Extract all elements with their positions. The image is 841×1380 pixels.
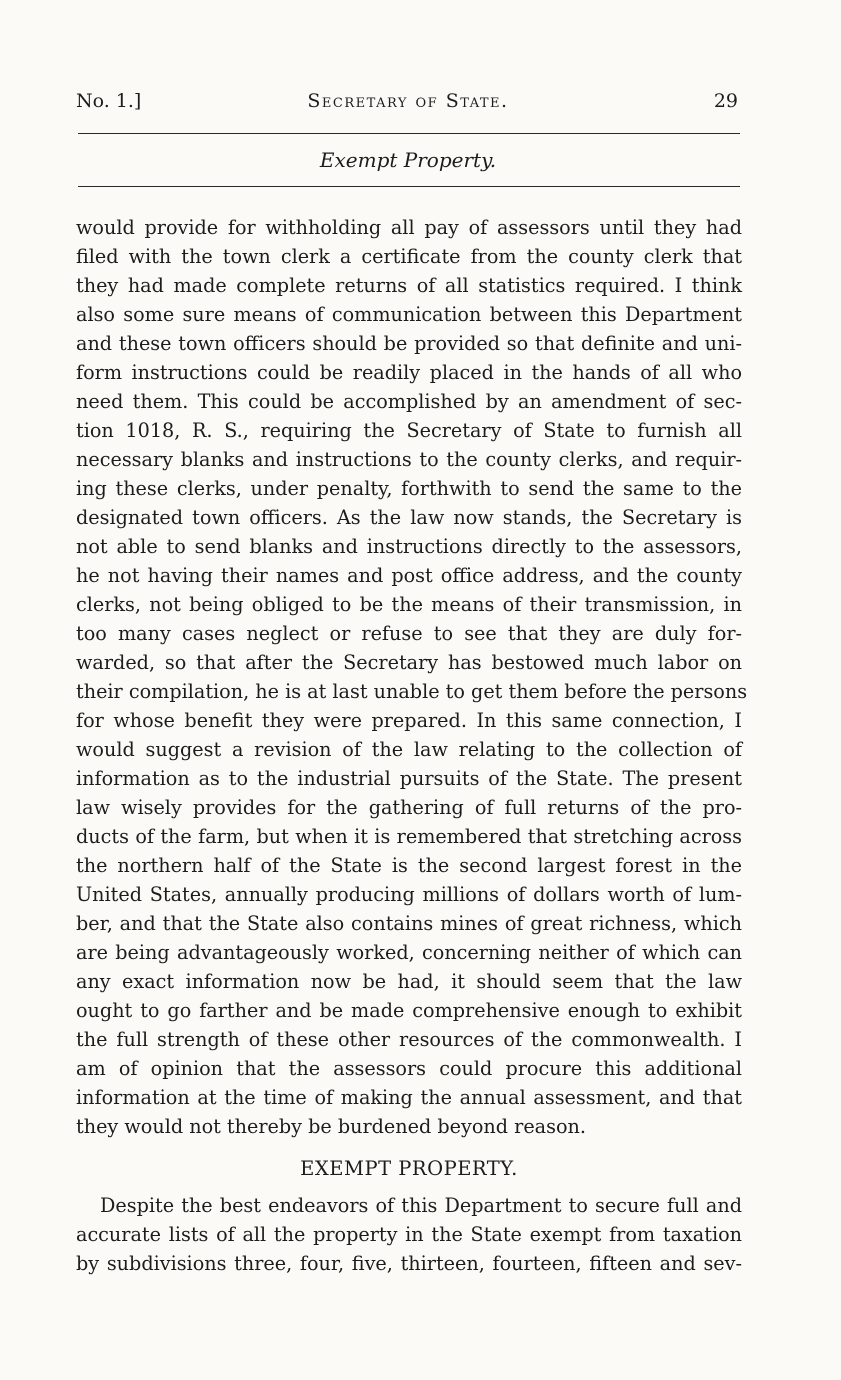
text-line: accurate lists of all the property in the State exempt from taxation <box>76 1223 742 1246</box>
text-line: ber, and that the State also contains mines of great richness, which <box>76 912 742 935</box>
text-line: Despite the best endeavors of this Department to secure full and <box>100 1194 742 1217</box>
text-line: their compilation, he is at last unable to get them before the persons <box>76 680 748 703</box>
text-line: the northern half of the State is the second largest forest in the <box>76 854 742 877</box>
text-line: filed with the town clerk a certificate from the county clerk that <box>76 245 742 268</box>
text-line: need them. This could be accomplished by an amendment of sec- <box>76 390 742 413</box>
text-line: tion 1018, R. S., requiring the Secretary of State to furnish all <box>76 419 742 442</box>
body-paragraph <box>76 213 748 1141</box>
exempt-property-paragraph <box>76 1191 742 1278</box>
text-line: form instructions could be readily placed in the hands of all who <box>76 361 742 384</box>
text-line: they would not thereby be burdened beyond reason. <box>76 1115 586 1138</box>
text-line: information as to the industrial pursuits of the State. The present <box>76 767 742 790</box>
page-number: 29 <box>713 90 738 112</box>
running-title: Secretary of State. <box>307 90 509 112</box>
text-line: would suggest a revision of the law relating to the collection of <box>76 738 742 761</box>
text-line: ing these clerks, under penalty, forthwith to send the same to the <box>76 477 742 500</box>
text-line: and these town officers should be provided so that definite and uni- <box>76 332 742 355</box>
header-rule-bottom <box>78 186 740 187</box>
section-title: Exempt Property. <box>319 148 497 172</box>
text-line: clerks, not being obliged to be the means of their transmission, in <box>76 593 742 616</box>
text-line: necessary blanks and instructions to the county clerks, and requir- <box>76 448 742 471</box>
text-line: are being advantageously worked, concerning neither of which can <box>76 941 742 964</box>
document-number: No. 1.] <box>76 90 142 112</box>
text-line: ought to go farther and be made comprehensive enough to exhibit <box>76 999 742 1022</box>
header-rule-top <box>78 133 740 134</box>
text-line: the full strength of these other resources of the commonwealth. I <box>76 1028 742 1051</box>
running-head <box>76 86 740 116</box>
text-line: ducts of the farm, but when it is remembered that stretching across <box>76 825 742 848</box>
text-line: would provide for withholding all pay of assessors until they had <box>76 216 742 239</box>
text-line: warded, so that after the Secretary has bestowed much labor on <box>76 651 742 674</box>
text-line: they had made complete returns of all statistics required. I think <box>76 274 742 297</box>
text-line: by subdivisions three, four, five, thirteen, fourteen, fifteen and sev- <box>76 1252 742 1275</box>
text-line: not able to send blanks and instructions directly to the assessors, <box>76 535 742 558</box>
text-line: am of opinion that the assessors could procure this additional <box>76 1057 742 1080</box>
text-line: designated town officers. As the law now stands, the Secretary is <box>76 506 742 529</box>
text-line: too many cases neglect or refuse to see that they are duly for- <box>76 622 742 645</box>
text-line: for whose benefit they were prepared. In this same connection, I <box>76 709 742 732</box>
text-line: he not having their names and post office address, and the county <box>76 564 742 587</box>
exempt-property-heading: EXEMPT PROPERTY. <box>300 1157 518 1180</box>
text-line: law wisely provides for the gathering of full returns of the pro- <box>76 796 742 819</box>
text-line: information at the time of making the annual assessment, and that <box>76 1086 742 1109</box>
text-line: any exact information now be had, it should seem that the law <box>76 970 742 993</box>
text-line: also some sure means of communication between this Department <box>76 303 742 326</box>
text-line: United States, annually producing millions of dollars worth of lum- <box>76 883 742 906</box>
